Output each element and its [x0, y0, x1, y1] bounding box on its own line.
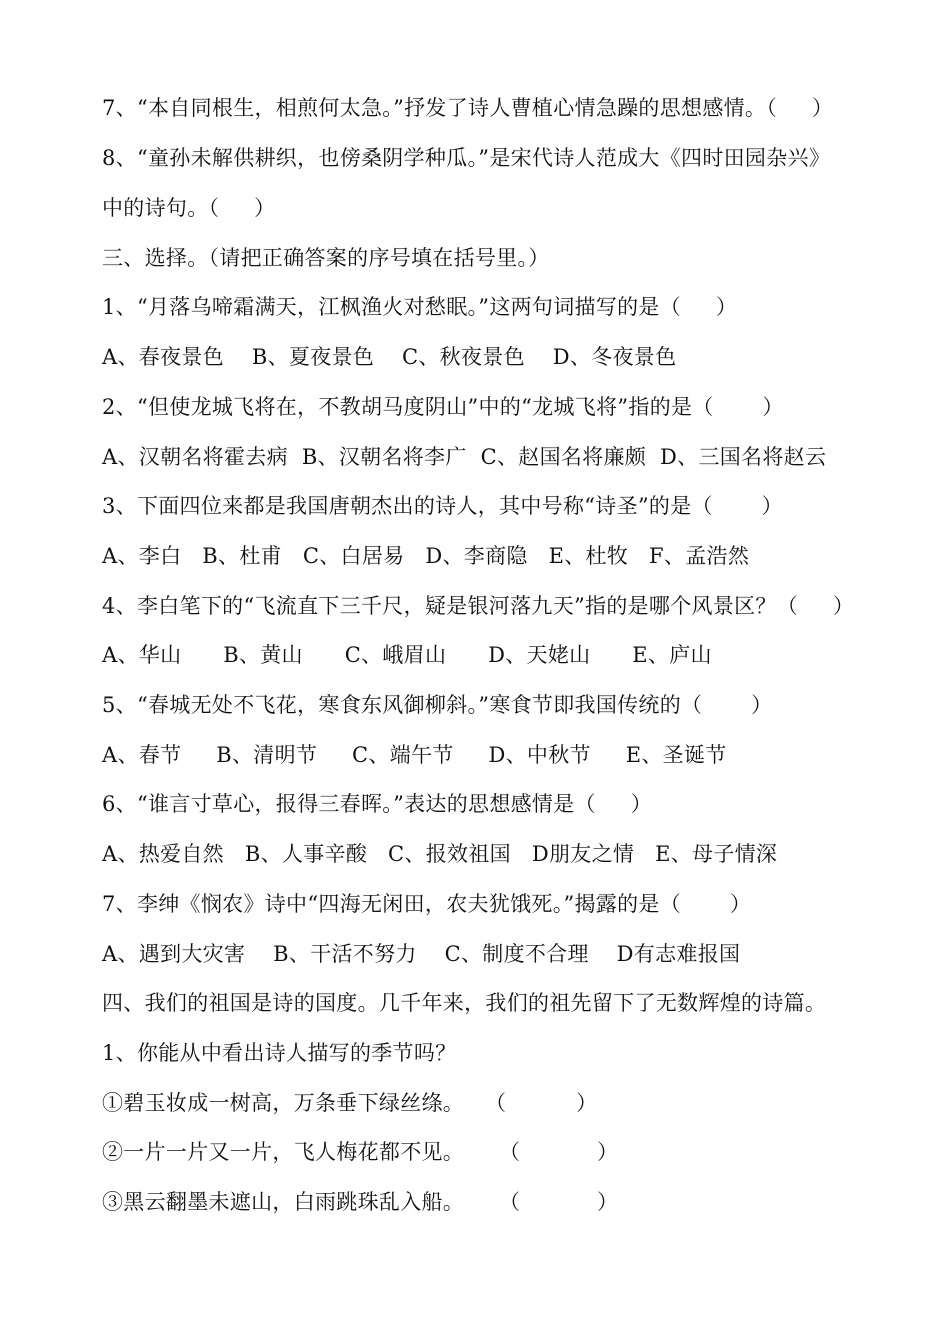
section-heading: 四、我们的祖国是诗的国度。几千年来，我们的祖先留下了无数辉煌的诗篇。 — [102, 991, 827, 1015]
poem-line: ③黑云翻墨未遮山，白雨跳珠乱入船。 （ ） — [102, 1190, 619, 1214]
options: A、遇到大灾害 B、干活不努力 C、制度不合理 D有志难报国 — [102, 942, 741, 966]
question: 7、李绅《悯农》诗中“四海无闲田，农夫犹饿死。”揭露的是（ ） — [102, 892, 752, 916]
poem-line: ②一片一片又一片，飞人梅花都不见。 （ ） — [102, 1140, 619, 1164]
question: 2、“但使龙城飞将在，不教胡马度阴山”中的“龙城飞将”指的是（ ） — [102, 395, 784, 419]
text-line: 中的诗句。（ ） — [102, 196, 276, 220]
question: 1、你能从中看出诗人描写的季节吗？ — [102, 1041, 457, 1065]
question: 4、李白笔下的“飞流直下三千尺，疑是银河落九天”指的是哪个风景区？（ ） — [102, 594, 855, 618]
options: A、春节 B、清明节 C、端午节 D、中秋节 E、圣诞节 — [102, 743, 727, 767]
question: 1、“月落乌啼霜满天，江枫渔火对愁眠。”这两句词描写的是（ ） — [102, 295, 738, 319]
text-line: 8、“童孙未解供耕织，也傍桑阴学种瓜。”是宋代诗人范成大《四时田园杂兴》 — [102, 146, 831, 170]
options: A、汉朝名将霍去病 B、汉朝名将李广 C、赵国名将廉颇 D、三国名将赵云 — [102, 445, 827, 469]
options: A、华山 B、黄山 C、峨眉山 D、天姥山 E、庐山 — [102, 643, 712, 667]
options: A、热爱自然 B、人事辛酸 C、报效祖国 D朋友之情 E、母子情深 — [102, 842, 778, 866]
question: 3、下面四位来都是我国唐朝杰出的诗人，其中号称“诗圣”的是（ ） — [102, 494, 783, 518]
text-line: 7、“本自同根生，相煎何太急。”抒发了诗人曹植心情急躁的思想感情。（ ） — [102, 96, 834, 120]
poem-line: ①碧玉妆成一树高，万条垂下绿丝绦。 （ ） — [102, 1091, 598, 1115]
section-heading: 三、选择。（请把正确答案的序号填在括号里。） — [102, 246, 550, 270]
question: 5、“春城无处不飞花，寒食东风御柳斜。”寒食节即我国传统的（ ） — [102, 693, 773, 717]
question: 6、“谁言寸草心，报得三春晖。”表达的思想感情是（ ） — [102, 792, 653, 816]
options: A、春夜景色 B、夏夜景色 C、秋夜景色 D、冬夜景色 — [102, 345, 677, 369]
options: A、李白 B、杜甫 C、白居易 D、李商隐 E、杜牧 F、孟浩然 — [102, 544, 750, 568]
